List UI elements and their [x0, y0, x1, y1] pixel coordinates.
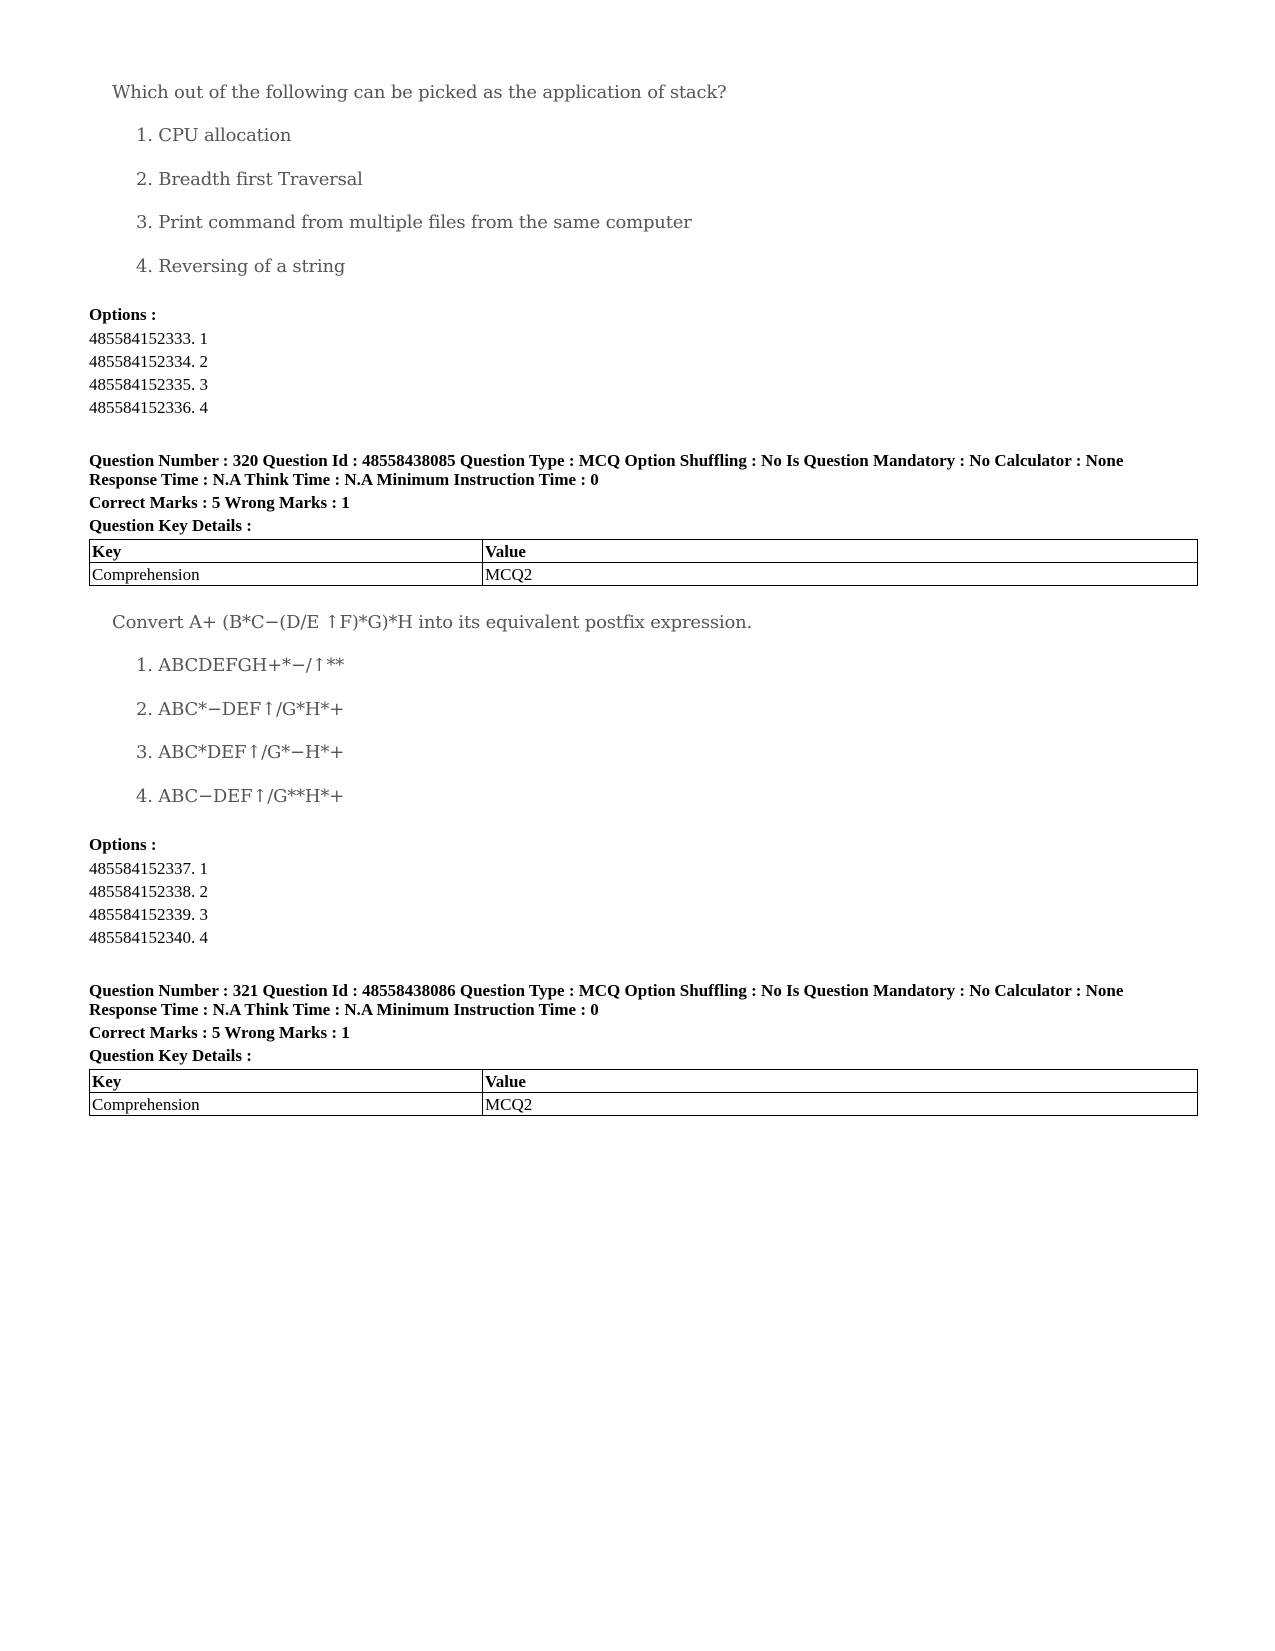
- option-line: 485584152334. 2: [89, 352, 208, 371]
- option-line: 485584152339. 3: [89, 905, 208, 924]
- question-meta-timing: Response Time : N.A Think Time : N.A Minimum Instruction Time : 0: [89, 1000, 599, 1019]
- question-meta-timing: Response Time : N.A Think Time : N.A Minimum Instruction Time : 0: [89, 470, 599, 489]
- question-choice: 4. Reversing of a string: [136, 256, 346, 277]
- table-header-value: Value: [483, 540, 1198, 563]
- key-details-table: [89, 1069, 1198, 1116]
- question-text: Convert A+ (B*C−(D/E ↑F)*G)*H into its equivalent postfix expression.: [112, 612, 753, 633]
- table-header-key: Key: [90, 540, 483, 563]
- option-line: 485584152335. 3: [89, 375, 208, 394]
- question-choice: 2. Breadth first Traversal: [136, 169, 363, 190]
- table-cell-key: Comprehension: [90, 563, 483, 586]
- options-label: Options :: [89, 305, 157, 324]
- option-line: 485584152336. 4: [89, 398, 208, 417]
- table-header-key: Key: [90, 1070, 483, 1093]
- option-line: 485584152333. 1: [89, 329, 208, 348]
- option-line: 485584152338. 2: [89, 882, 208, 901]
- key-details-label: Question Key Details :: [89, 1046, 252, 1065]
- question-choice: 3. Print command from multiple files from the same computer: [136, 212, 692, 233]
- question-meta: Question Number : 321 Question Id : 48558438086 Question Type : MCQ Option Shuffling : No Is Question Mandatory : No Calculator : None: [89, 981, 1124, 1000]
- question-marks: Correct Marks : 5 Wrong Marks : 1: [89, 493, 350, 512]
- table-cell-value: MCQ2: [483, 563, 1198, 586]
- option-line: 485584152340. 4: [89, 928, 208, 947]
- table-cell-key: Comprehension: [90, 1093, 483, 1116]
- question-meta: Question Number : 320 Question Id : 48558438085 Question Type : MCQ Option Shuffling : No Is Question Mandatory : No Calculator : None: [89, 451, 1124, 470]
- question-marks: Correct Marks : 5 Wrong Marks : 1: [89, 1023, 350, 1042]
- table-header-row: [90, 540, 1198, 563]
- option-line: 485584152337. 1: [89, 859, 208, 878]
- table-row: [90, 1093, 1198, 1116]
- question-image-319: [112, 82, 727, 277]
- question-choice: 3. ABC*DEF↑/G*−H*+: [136, 742, 345, 763]
- table-header-row: [90, 1070, 1198, 1093]
- question-choice: 1. CPU allocation: [136, 125, 292, 146]
- question-text: Which out of the following can be picked as the application of stack?: [112, 82, 727, 103]
- table-row: [90, 563, 1198, 586]
- question-choice: 1. ABCDEFGH+*−/↑**: [136, 655, 345, 676]
- question-choice: 4. ABC−DEF↑/G**H*+: [136, 786, 345, 807]
- table-cell-value: MCQ2: [483, 1093, 1198, 1116]
- question-image-320: [112, 612, 753, 807]
- table-header-value: Value: [483, 1070, 1198, 1093]
- key-details-label: Question Key Details :: [89, 516, 252, 535]
- question-choice: 2. ABC*−DEF↑/G*H*+: [136, 699, 345, 720]
- key-details-table: [89, 539, 1198, 586]
- options-label: Options :: [89, 835, 157, 854]
